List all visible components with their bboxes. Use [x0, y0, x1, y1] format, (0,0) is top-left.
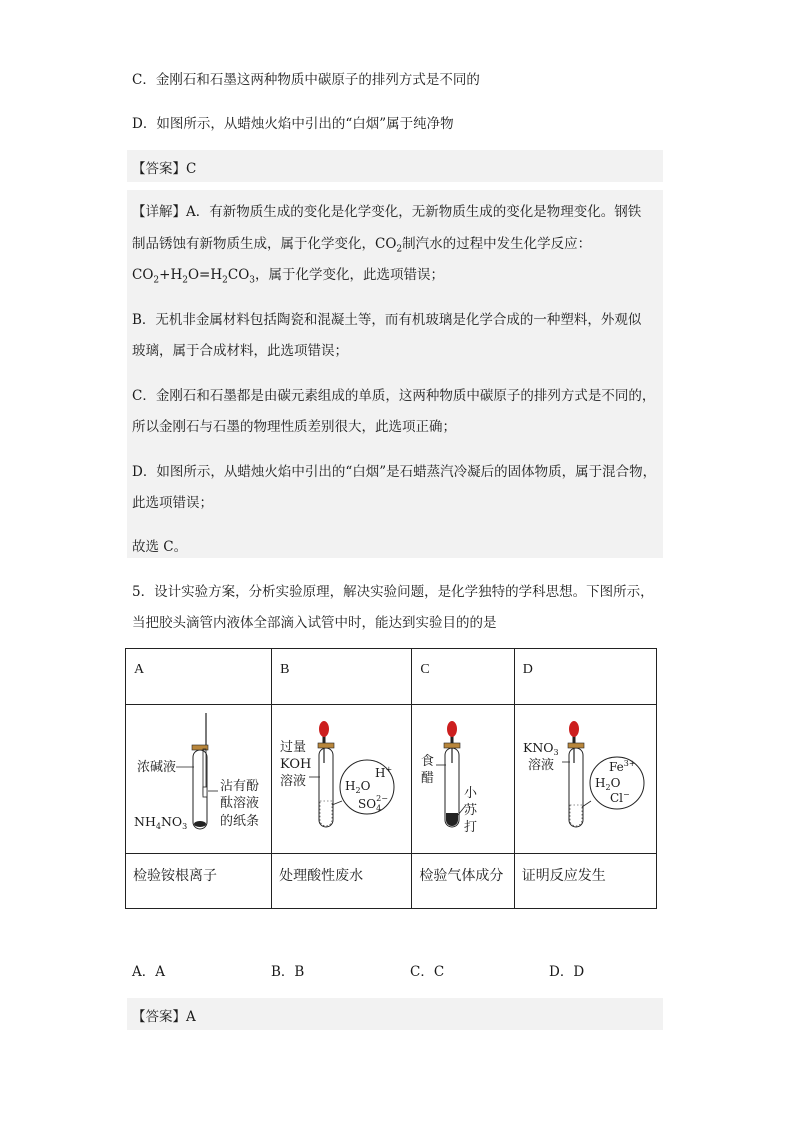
caption-b: 处理酸性废水 [279, 868, 364, 884]
answer-1: 【答案】C [132, 161, 197, 177]
detail-p1-line2: 制品锈蚀有新物质生成，属于化学变化，$CO_2$制汽水的过程中发生化学反应： [132, 236, 592, 255]
caption-cell-a [126, 854, 272, 909]
caption-a: 检验铵根离子 [133, 868, 217, 884]
detail-p2-line2: 玻璃，属于合成材料，此选项错误； [132, 343, 348, 359]
header-b: B [280, 662, 290, 677]
option-d-line: D．如图所示，从蜡烛火焰中引出的“白烟”属于纯净物 [132, 116, 454, 132]
label-vinegar-1: 食 [421, 754, 435, 769]
options-table [125, 648, 657, 909]
caption-cell-d [514, 854, 656, 909]
label-paper-2: 酞溶液 [220, 796, 260, 811]
figure-cell-a [126, 705, 272, 854]
label-solution-d: 溶液 [527, 758, 554, 773]
ion-fe3: $Fe^{3+}$ [608, 759, 636, 774]
label-vinegar-2: 醋 [421, 771, 435, 786]
question-5-line2: 当把胶头滴管内液体全部滴入试管中时，能达到实验目的的是 [132, 615, 497, 631]
header-a: A [134, 662, 145, 677]
detail-p1-line1: 【详解】A．有新物质生成的变化是化学变化，无新物质生成的变化是物理变化。钢铁 [132, 204, 642, 220]
detail-p2-line1: B．无机非金属材料包括陶瓷和混凝土等，而有机玻璃是化学合成的一种塑料，外观似 [132, 312, 642, 328]
label-paper-3: 的纸条 [220, 814, 260, 829]
figure-a-ammonium-test [126, 705, 272, 854]
label-kno3: $KNO_3$ [522, 740, 559, 757]
ion-water: $H_2O$ [345, 779, 371, 795]
detail-p4-line1: D．如图所示，从蜡烛火焰中引出的“白烟”是石蜡蒸汽冷凝后的固体物质，属于混合物， [132, 464, 657, 480]
detail-p3-line2: 所以金刚石与石墨的物理性质差别很大，此选项正确； [132, 419, 456, 435]
header-cell-b [272, 649, 412, 705]
answer-box-2 [127, 998, 663, 1030]
figure-cell-c [412, 705, 514, 854]
question-5-line1: 5．设计实验方案，分析实验原理，解决实验问题，是化学独特的学科思想。下图所示， [132, 584, 654, 600]
answer-box [127, 150, 663, 182]
detail-p3-line1: C．金刚石和石墨都是由碳元素组成的单质，这两种物质中碳原子的排列方式是不同的， [132, 388, 656, 404]
figure-c-gas-test [412, 705, 514, 854]
detail-p4-line2: 此选项错误； [132, 495, 213, 511]
caption-cell-c [412, 854, 514, 909]
label-baking-soda-3: 打 [464, 820, 478, 835]
header-cell-d [514, 649, 656, 705]
answer-2: 【答案】A [132, 1009, 196, 1025]
label-paper-1: 沾有酚 [220, 779, 260, 794]
label-baking-soda-2: 苏 [464, 803, 478, 818]
ion-h-plus: H+ [375, 765, 393, 780]
option-c-line: C．金刚石和石墨这两种物质中碳原子的排列方式是不同的 [132, 72, 480, 88]
choice-a[interactable]: A．A [132, 964, 165, 980]
label-solution-b: 溶液 [280, 774, 307, 789]
choice-c[interactable]: C．C [410, 964, 445, 980]
caption-cell-b [272, 854, 412, 909]
choice-b[interactable]: B．B [271, 964, 305, 980]
label-strong-alkali: 浓碱液 [137, 760, 177, 775]
detail-conclusion: 故选 C。 [132, 539, 188, 555]
label-nh4no3: $NH_4NO_3$ [134, 814, 188, 831]
header-d: D [522, 662, 533, 677]
ion-cl-minus: Cl− [609, 790, 630, 805]
figure-d-reaction-proof [515, 705, 657, 854]
label-baking-soda-1: 小 [464, 786, 478, 801]
label-koh: KOH [280, 757, 312, 772]
caption-d: 证明反应发生 [521, 868, 606, 884]
header-cell-a [126, 649, 272, 705]
header-c: C [420, 662, 430, 677]
label-excess: 过量 [280, 740, 307, 755]
header-cell-c [412, 649, 514, 705]
figure-cell-d [514, 705, 656, 854]
ion-sulfate: $SO_42-$ [358, 794, 389, 813]
ion-water-d: $H_2O$ [594, 776, 621, 792]
chemical-equation: $CO_2+H_2O=H_2CO_3$，属于化学变化，此选项错误； [132, 267, 444, 286]
figure-b-acid-wastewater [272, 705, 412, 854]
caption-c: 检验气体成分 [419, 868, 504, 884]
choice-d[interactable]: D．D [549, 964, 585, 980]
figure-cell-b [272, 705, 412, 854]
